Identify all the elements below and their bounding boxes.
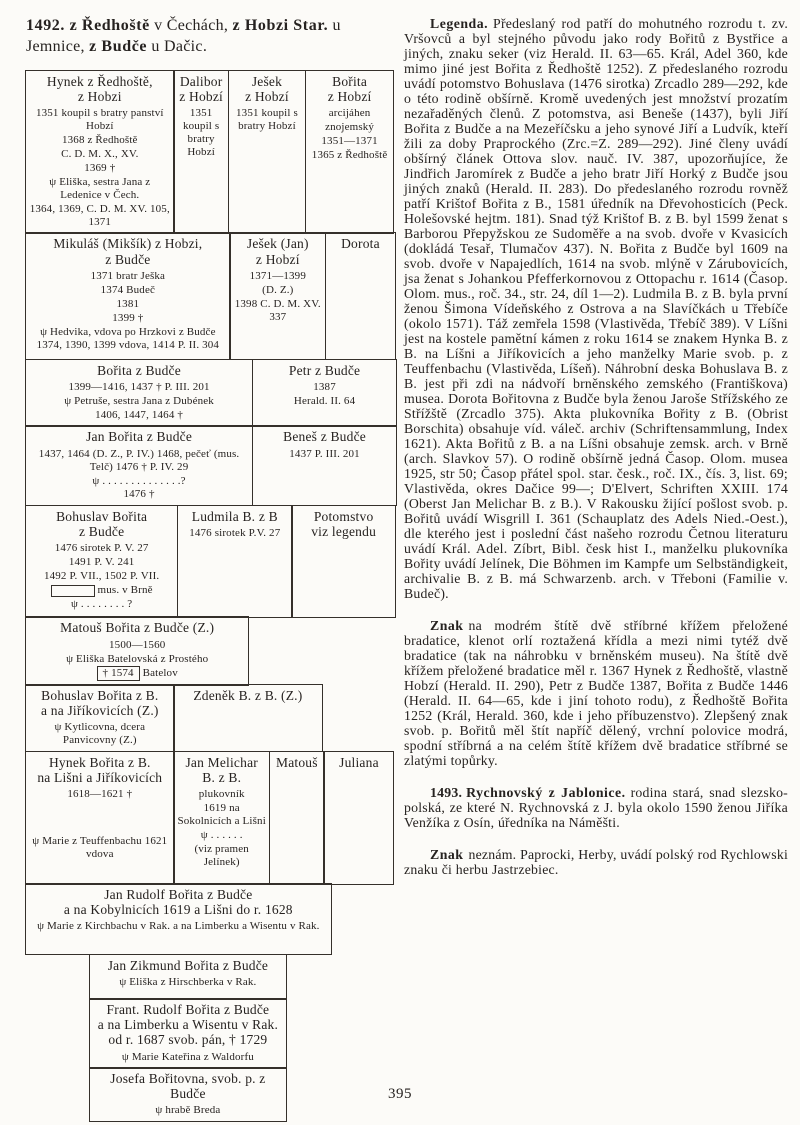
person-detail: 1371—1399 — [249, 269, 306, 282]
person-detail: 1351 koupil s bratry panství Hobzí — [35, 107, 164, 133]
person-name-line: od r. 1687 svob. pán, † 1729 — [108, 1032, 268, 1048]
person-name-line: Ješek (Jan) — [246, 236, 309, 252]
person-name-line: z Budče — [105, 251, 151, 267]
blank-box — [51, 585, 95, 597]
person-box — [269, 751, 325, 885]
person-detail: 1368 z Ředhoště — [62, 134, 138, 147]
person-name-line: Jan Zikmund Bořita z Budče — [107, 957, 269, 973]
tree-row — [89, 998, 399, 1068]
page-number: 395 — [388, 1086, 412, 1102]
person-name-line: a na Limberku a Wisentu v Rak. — [97, 1017, 279, 1033]
person-name-line: Juliana — [339, 754, 379, 770]
paragraph-text: rodina stará, snad slezsko-polská, ze které N. Rychnovská z J. byla okolo 1590 ženou Jiříka Venžíka z Osín, úředníka na Náměšti. — [404, 785, 788, 830]
person-detail: znojemský — [325, 121, 375, 134]
person-detail: 1374 Budeč — [100, 283, 156, 296]
person-detail: 1381 — [116, 297, 140, 310]
person-name — [28, 887, 329, 917]
paragraph-text: na modrém štítě dvě stříbrné křížem přeložené bradatice, klenot orlí roztažená křídla a mezi nimi tytéž dvě bradatice (tak na náhrobku v brněnském museu). Na štítě dvě křížem přeložené bradatice měl r. 1367 Hynek z Ředhoště, vlastně Hobzí (Herald. II. 290), Petr z Budče 1387, Bořita z Budče 1446 (Herald. II. 64—65, kde i jiní tohoto rodu), z Ředhoště Bořita 1252 (Král, Herald. 360, kde i jeho příbuzenstvo). Zlepšený znak svob. p. Bořitů měl štít napříč dělený, vrchní polovice modrá, spodní stříbrná a na celém štítě křížem dvě bradatice stříbrné se zlatými topůrky. — [404, 618, 788, 768]
header-segment: z Ředhoště — [69, 17, 150, 34]
person-detail: 1491 P. V. 241 — [68, 556, 135, 569]
person-name — [28, 688, 172, 718]
person-name-line: Potomstvo — [313, 508, 374, 524]
person-detail: ψ Petruše, sestra Jana z Dubének — [64, 395, 214, 408]
header-segment: z Hobzi Star. — [232, 17, 329, 34]
tree-row — [25, 684, 399, 752]
person-detail: ψ . . . . . . — [200, 828, 243, 841]
person-box — [25, 616, 249, 685]
person-box — [291, 505, 396, 618]
person-box — [229, 232, 326, 360]
paragraph-lead: Znak — [430, 847, 464, 862]
person-detail: 1351 koupil s bratry Hobzí — [236, 107, 298, 133]
person-detail: 1364, 1369, C. D. M. XV. 105, 1371 — [29, 203, 170, 228]
person-name-line: Mikuláš (Mikšík) z Hobzi, — [53, 236, 203, 252]
person-name — [28, 429, 250, 444]
tree-row — [25, 70, 399, 234]
person-detail: arcijáhen — [328, 107, 371, 120]
header-segment: u Jemnice, — [26, 17, 341, 55]
person-detail: 1500—1560 — [109, 638, 166, 651]
person-name-line: na Lišni a Jiříkovicích — [37, 769, 163, 785]
tree-row — [89, 954, 399, 1000]
person-name — [92, 1002, 285, 1047]
person-name — [28, 74, 172, 104]
person-name-line: z Hobzí — [327, 89, 372, 105]
tree-row — [25, 751, 399, 885]
person-box — [177, 505, 293, 618]
person-detail: ψ . . . . . . . . . . . . . .? — [92, 474, 186, 487]
entry-header-1492 — [26, 16, 398, 58]
person-detail: † 1574 Batelov — [28, 666, 246, 680]
person-name — [176, 755, 267, 785]
person-name — [28, 363, 250, 378]
person-detail: 1476 sirotek P. V. 27 — [54, 542, 149, 555]
person-name-line: Matouš — [276, 754, 318, 770]
person-name — [326, 755, 391, 770]
person-name — [28, 755, 172, 785]
person-name-line: Bohuslav Bořita — [56, 508, 148, 524]
person-box — [325, 232, 396, 360]
person-name-line: Petr z Budče — [288, 362, 361, 378]
person-name — [255, 363, 395, 378]
person-detail: ψ Marie z Kirchbachu v Rak. a na Limberku a Wisentu v Rak. — [37, 920, 320, 933]
person-detail: 1618—1621 † — [67, 787, 133, 800]
person-name — [28, 620, 246, 635]
person-box — [25, 425, 253, 506]
person-box — [25, 505, 178, 618]
header-segment: v Čechách, — [149, 17, 233, 34]
person-detail: 1371 bratr Ješka — [90, 269, 166, 282]
person-detail: ψ . . . . . . . . ? — [70, 598, 133, 611]
boxed-date: † 1574 — [97, 666, 140, 680]
person-name — [231, 74, 304, 104]
header-segment: z Budče — [89, 37, 148, 55]
paragraph-lead: Legenda. — [430, 16, 489, 31]
person-detail: plukovník — [198, 787, 245, 800]
person-name-line: z Hobzí — [245, 89, 289, 105]
person-detail: ψ Eliška z Hirschberka v Rak. — [119, 975, 257, 988]
paragraph-lead: Znak — [430, 618, 464, 633]
person-name-line: Hynek Bořita z B. — [48, 754, 151, 770]
person-box — [25, 751, 175, 885]
person-name — [294, 509, 393, 539]
person-name — [232, 236, 323, 266]
tree-row — [25, 505, 399, 618]
person-name — [176, 688, 320, 703]
tree-row — [25, 616, 399, 685]
person-box — [25, 684, 175, 752]
person-box — [323, 751, 394, 885]
family-tree — [25, 70, 399, 1122]
person-detail: ψ Hedvika, vdova po Hrzkovi z Budče 1374, 1390, 1399 vdova, 1414 P. II. 304 — [36, 325, 220, 351]
entry-heading-1493 — [404, 785, 788, 830]
person-name-line: Zdeněk B. z B. (Z.) — [193, 688, 303, 704]
person-box — [89, 998, 288, 1068]
person-name-line: Bořita — [332, 74, 368, 89]
person-name — [308, 74, 392, 104]
paragraph-text: neznám. Paprocki, Herby, uvádí polský rod Rychlowski znaku či herbu Jastrzebiec. — [404, 847, 788, 877]
tree-row — [25, 232, 399, 360]
person-box — [25, 359, 253, 427]
person-name — [328, 236, 393, 251]
person-name-line: B. z B. — [202, 769, 242, 785]
person-name-line: viz legendu — [311, 524, 377, 540]
person-detail: ψ Kytlicovna, dcera Panvicovny (Z.) — [54, 721, 146, 747]
person-detail: 1437, 1464 (D. Z., P. IV.) 1468, pečeť (mus. Telč) 1476 † P. IV. 29 — [38, 447, 240, 473]
entry-title: Rychnovský z Jablonice. — [466, 785, 626, 800]
tree-row — [25, 359, 399, 427]
person-detail: (viz pramen Jelínek) — [194, 842, 249, 868]
person-detail: 1351—1371 — [321, 135, 378, 148]
person-detail: Herald. II. 64 — [293, 395, 356, 408]
person-detail: 1476 sirotek P.V. 27 — [189, 527, 281, 540]
person-name-line: Josefa Bořitovna, svob. p. z Budče — [110, 1071, 266, 1102]
person-detail: 1476 † — [123, 488, 155, 501]
person-name-line: z Hobzí — [255, 251, 300, 267]
person-name-line: a na Kobylnicích 1619 a Lišni do r. 1628 — [63, 902, 293, 918]
person-detail: mus. v Brně — [28, 584, 175, 597]
detail-spacer — [28, 802, 172, 834]
paragraph-znak-1493 — [404, 847, 788, 877]
person-name-line: z Budče — [79, 524, 125, 540]
person-box — [228, 70, 307, 234]
person-name-line: Bohuslav Bořita z B. — [41, 688, 159, 704]
person-detail: ψ Marie z Teuffenbachu 1621 vdova — [32, 834, 168, 860]
person-name-line: z Hobzí — [179, 89, 224, 105]
person-name-line: Jan Melichar — [185, 754, 258, 770]
person-detail: 1437 P. III. 201 — [289, 447, 360, 460]
person-name-line: Dorota — [341, 236, 380, 252]
person-name-line: Frant. Rudolf Bořita z Budče — [106, 1002, 270, 1018]
person-box — [305, 70, 395, 234]
tree-row — [25, 883, 399, 955]
person-name-line: Matouš Bořita z Budče (Z.) — [60, 620, 215, 636]
tree-row — [25, 425, 399, 506]
person-box — [173, 70, 229, 234]
person-name — [92, 958, 285, 973]
person-name — [28, 509, 175, 539]
text-column — [404, 16, 788, 877]
person-box — [89, 954, 288, 1000]
entry-number: 1493. — [430, 785, 463, 800]
person-name-line: Jan Bořita z Budče — [86, 429, 193, 445]
person-name — [255, 429, 395, 444]
person-detail: ψ Eliška Batelovská z Prostého — [66, 652, 209, 665]
person-name — [28, 236, 228, 266]
person-name-line: Ludmila B. z B — [191, 508, 278, 524]
person-detail: C. D. M. X., XV. — [61, 148, 139, 161]
person-name-line: Dalibor — [179, 74, 223, 89]
header-segment: 1492. — [26, 17, 70, 34]
person-detail: 1365 z Ředhoště — [311, 149, 388, 162]
person-detail: 1387 — [313, 381, 336, 394]
person-box — [173, 751, 270, 885]
person-box — [25, 70, 175, 234]
person-box — [252, 425, 398, 506]
person-detail: (D. Z.) — [262, 283, 294, 296]
person-name — [176, 74, 226, 104]
person-box — [25, 232, 231, 360]
person-name-line: Hynek z Ředhoště, — [46, 74, 153, 89]
person-detail: 1369 † — [84, 162, 116, 175]
person-detail: ψ Eliška, sestra Jana z Ledenice v Čech. — [49, 176, 151, 202]
person-detail: 1406, 1447, 1464 † — [95, 408, 184, 421]
person-name-line: Beneš z Budče — [283, 429, 366, 445]
paragraph-legenda — [404, 16, 788, 601]
person-detail: ψ hrabě Breda — [155, 1104, 221, 1117]
person-detail: 1351 koupil s bratry Hobzí — [182, 107, 220, 159]
person-box — [25, 883, 332, 955]
person-detail: 1492 P. VII., 1502 P. VII. — [43, 570, 160, 583]
person-name — [272, 755, 322, 770]
person-name-line: z Hobzi — [77, 89, 122, 105]
person-name-line: a na Jiříkovicích (Z.) — [40, 703, 159, 719]
person-detail: 1619 na Sokolnicích a Lišni — [177, 801, 266, 827]
person-detail: 1399—1416, 1437 † P. III. 201 — [68, 381, 210, 394]
person-name — [180, 509, 290, 524]
person-name-line: Ješek — [251, 74, 283, 89]
person-detail: 1399 † — [112, 311, 144, 324]
person-detail: 1398 C. D. M. XV. 337 — [234, 297, 321, 323]
paragraph-text: Předeslaný rod patří do mohutného rozrodu t. zv. Vršovců a byl stejného původu jako rody Bořitů z Bystřice a jiných, znaku seker (viz Herald. II. 63—65. Král, Adel 360, kde mimo jiné jest Bořita z Ředhoště 1252). Z předeslaného rozrodu uvádí potomstvo Bohuslava (1476 sirotka) Zrcadlo 289—292, kde o této rodině obšírně. Kromě uvedených jest množství prozatím nezařaděných členů. Z potomstva, asi Beneše (1437), byli Jiří Bořita z Budče a na Mezeříčsku a jeho synové Jiří a Ludvík, kteří žili za doby Praprockého (Zrc.=Z. 289—292). Jiné členy uvádí obšírný článek Ottova slov. nauč. IV. 387, upozorňujíce, že Jindřich Jaromírek z Budče a jeho bratr Jiří Horký z Budče jsou jiných znaků (Herald. II. 283). Do předeslaného rozrodu rovněž patří Krištof Bořita z B., 1581 úředník na Dřevohosticích (Peck. Holešovské hejtm. 181). Snad týž Krištof B. z B. byl 1599 ženat s Barborou Přepyžskou ze Sudoměře a na svob. dvoře v Kvasicích (dokládá Tesař, Tlumačov 437). N. Bořita z Budče byl 1609 na svob. dvoře v Napajedlích, 1614 na svob. mlýně v Zárubovicích, jsa ženat s Johankou Pfefferkornovou z Ottopachu r. 1614 (Časop. Olom. mus., roč. 34., str. 24, díl 1—2). Ludmila B. z B. byla první ženou Šimona Vídeňského z Ostrova a na Slavíčkách u Třebíče (okolo 1571). Táž zemřela 1598 (Vlastivěda, Třebíč 389). V Líšni jest na kostele pamětní kámen z roku 1614 se znakem Hynka B. z B. na Líšni a Jiříkovicích a jeho manželky Marie svob. p. z Teuffenbachu (Vlastivěda, Líšeň). Náhrobní deska Bohuslava B. z B. jest při zdi na nádvoří brněnského zemského (Františkova) musea. Dorota Bořitovna z Budče byla ženou Jaroše Střížského ze Střížště (Zrcadlo 375). Akta plukovníka Bořity z B. (Obrist Borschita) obsahuje víd. váleč. archiv (Schriftensammlung, Index 1621). Akta Bořitů z B. a na Líšni obsahuje zemsk. arch. v Brně (arch. Slavkov 57). O rodině obšírně jedná Časop. Olom. musea 1925, str 50; Časop přátel spol. star. česk., roč. IX., čís. 3, list. 69; Vlastivěda, okres Dačice 99—; D'Elvert, Schriften XXIII. 174 (Oberst Jan Melichar B. z B.). V Rakousku žijící pošlost svob. p. Bořitů uvádí Wisgrill I. 361 (Schauplatz des Adels Nied.-Oest.), dle kterého jest i poslední část našeho rozrodu Četnou literaturu uvádí Král. Adel. Zíbrt, Bibl. česk hist I., manželku plukovníka Bořity uvádí Jelínek, Die Böhmen im Kampfe um Selbständigkeit, archivalie B. z B. má Schwarzenb. arch. v Třeboni (Familie v. Budeč). — [404, 16, 788, 601]
paragraph-znak-1492 — [404, 618, 788, 768]
person-name-line: Bořita z Budče — [97, 362, 181, 378]
person-detail: ψ Marie Kateřina z Waldorfu — [121, 1050, 254, 1063]
person-box — [252, 359, 398, 427]
header-segment: u Dačic. — [147, 37, 208, 55]
person-box — [173, 684, 323, 752]
person-name-line: Jan Rudolf Bořita z Budče — [104, 887, 253, 903]
